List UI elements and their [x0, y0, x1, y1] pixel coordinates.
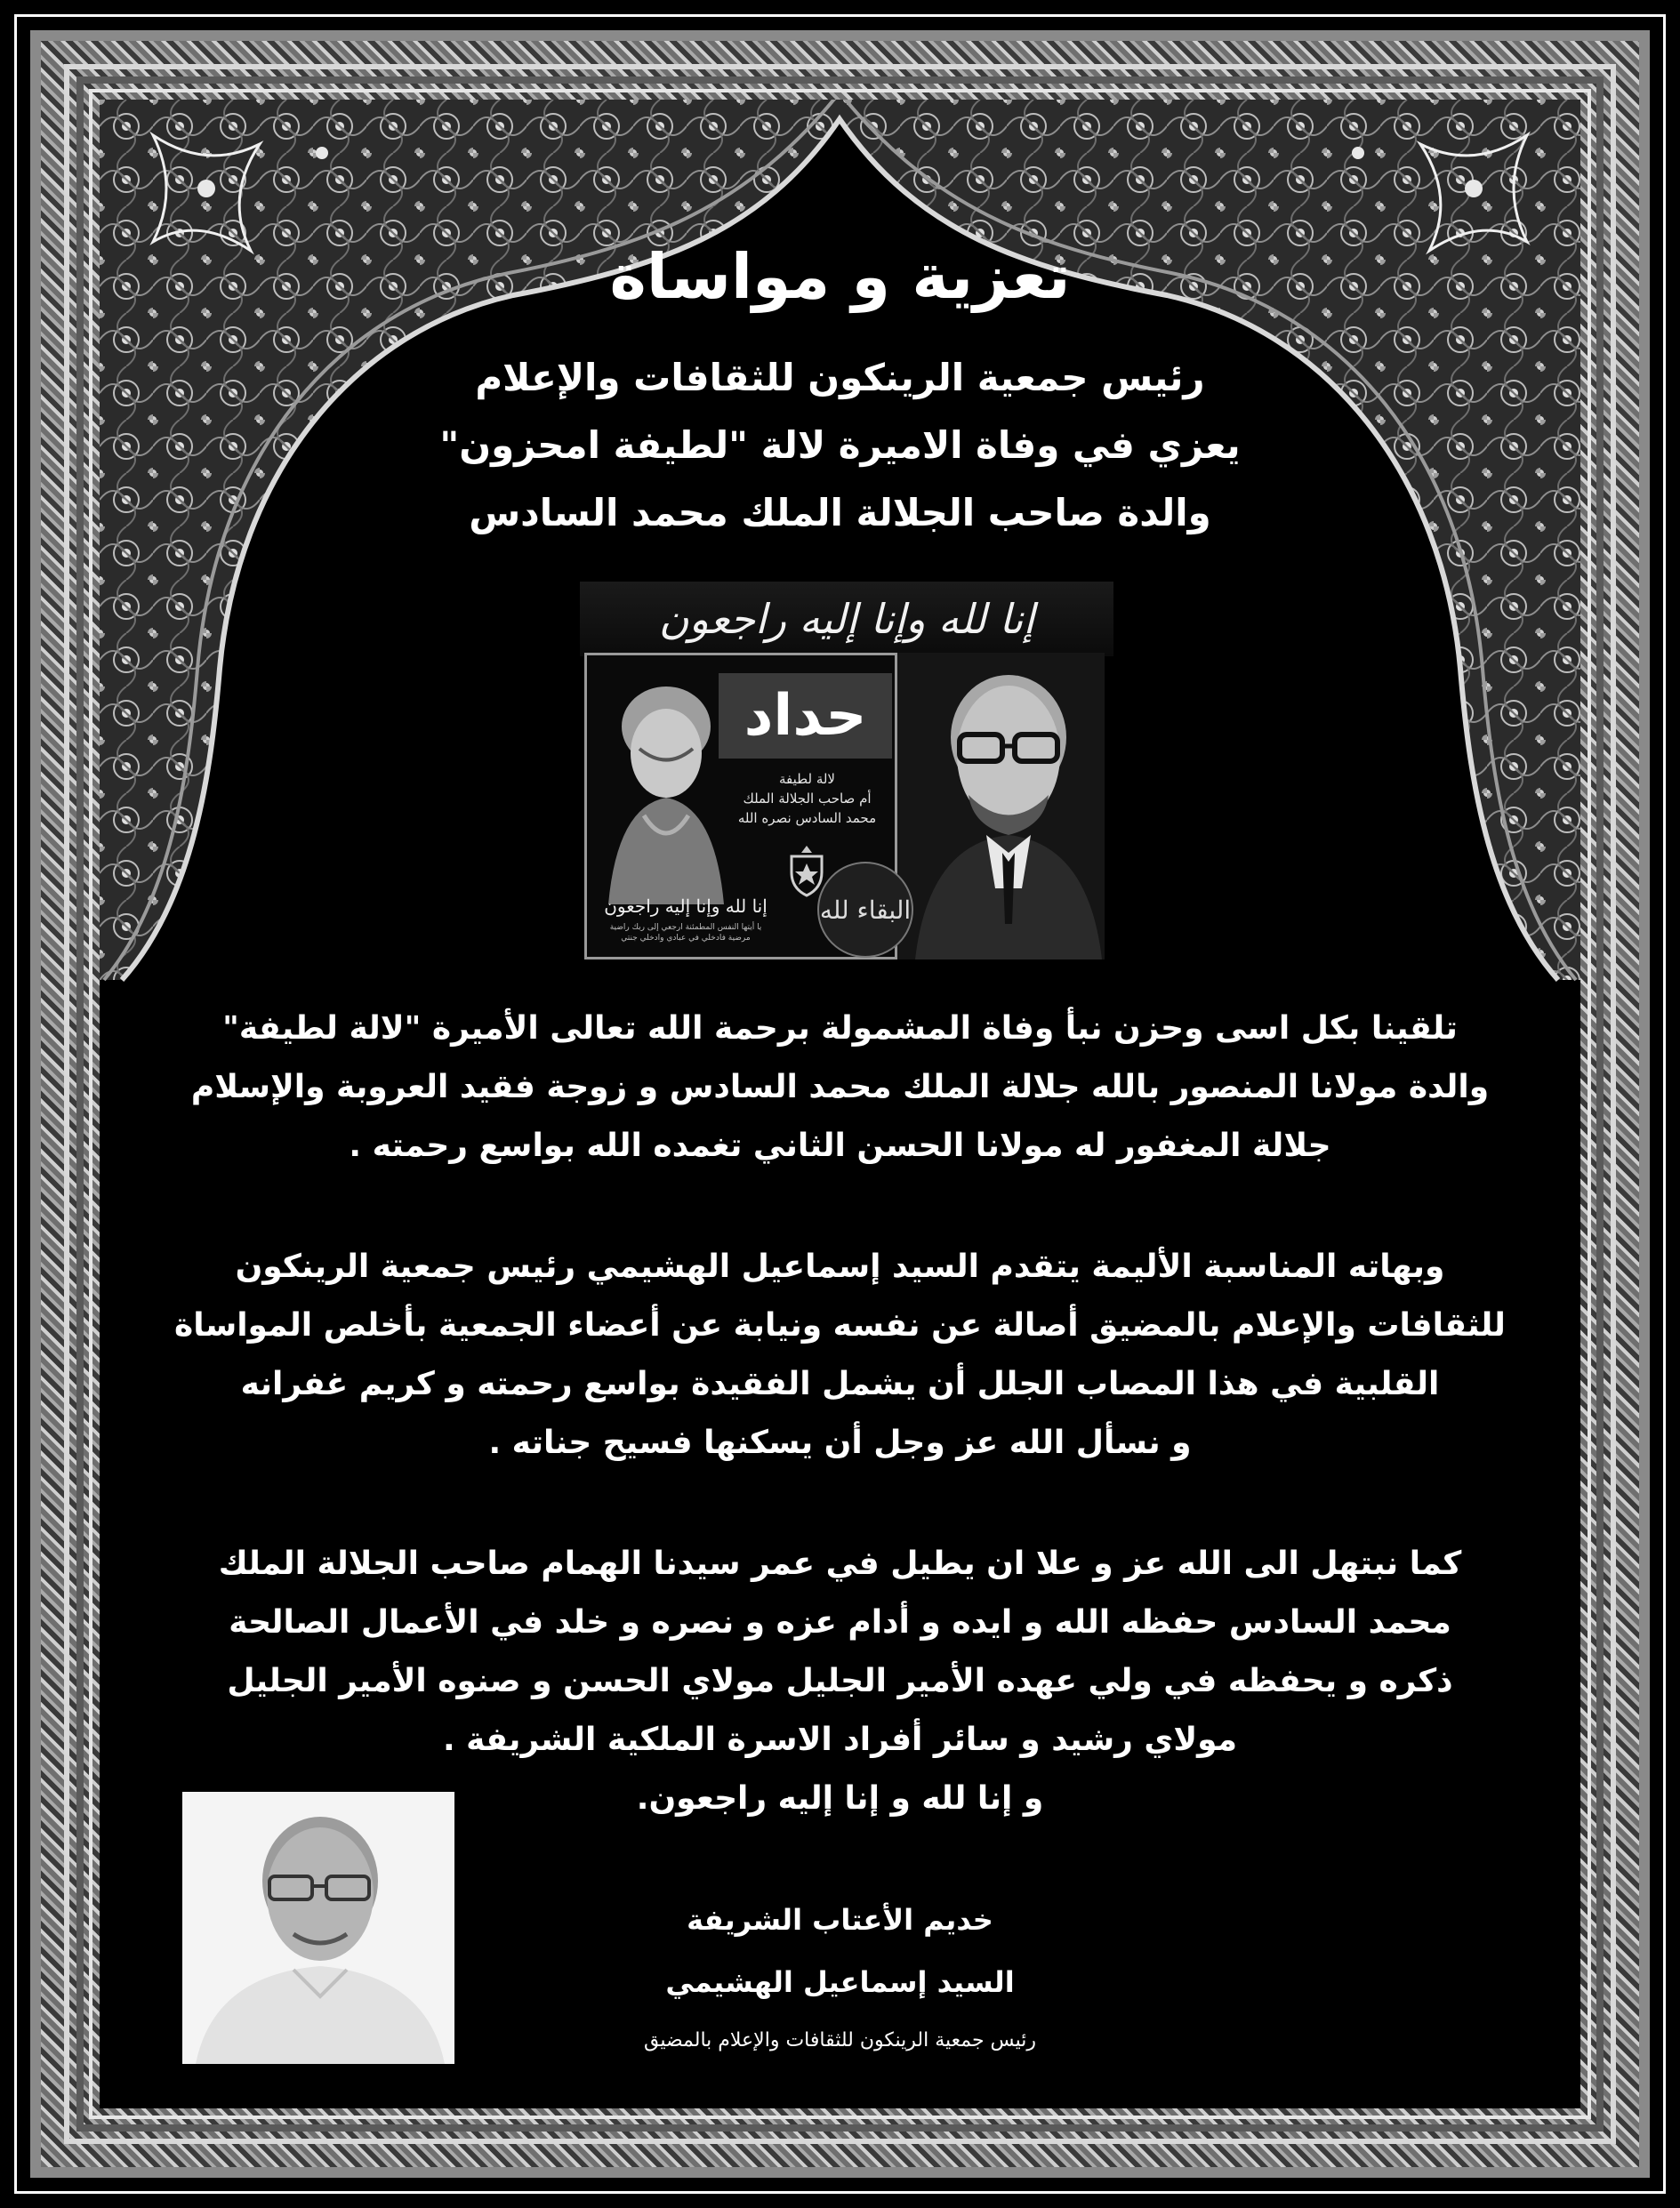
mourning-photo-composite	[584, 653, 1105, 959]
paragraph-line: وبهاته المناسبة الأليمة يتقدم السيد إسماعيل الهشيمي رئيس جمعية الرينكون	[235, 1249, 1445, 1285]
closing-line: و إنا لله و إنا إليه راجعون.	[636, 1780, 1044, 1817]
mourning-banner: حداد	[719, 673, 892, 759]
paragraph-line: القلبية في هذا المصاب الجلل أن يشمل الفقيدة بواسع رحمته و كريم غفرانه	[240, 1366, 1440, 1402]
paragraph-line: والدة مولانا المنصور بالله جلالة الملك محمد السادس و زوجة فقيد العروبة والإسلام	[190, 1069, 1490, 1105]
intro-line: والدة صاحب الجلالة الملك محمد السادس	[469, 491, 1211, 534]
paragraph-line: جلالة المغفور له مولانا الحسن الثاني تغمده الله بواسع رحمته .	[349, 1128, 1331, 1164]
signer-position: رئيس جمعية الرينكون للثقافات والإعلام بالمضيق	[643, 2029, 1036, 2051]
card-calligraphy: إنا لله وإنا إليه راجعون	[604, 895, 768, 917]
signer-role: خديم الأعتاب الشريفة	[687, 1903, 993, 1937]
paragraph-line: ذكره و يحفظه في ولي عهده الأمير الجليل مولاي الحسن و صنوه الأمير الجليل	[227, 1663, 1453, 1699]
signer-photo	[182, 1792, 454, 2064]
intro-line: رئيس جمعية الرينكون للثقافات والإعلام	[475, 356, 1205, 399]
paragraph-line: تلقينا بكل اسى وحزن نبأ وفاة المشمولة برحمة الله تعالى الأميرة "لالة لطيفة"	[222, 1010, 1458, 1047]
paragraph-line: للثقافات والإعلام بالمضيق أصالة عن نفسه ونيابة عن أعضاء الجمعية بأخلص المواساة	[174, 1307, 1506, 1344]
intro-line: يعزي في وفاة الاميرة لالة "لطيفة امحزون"	[439, 423, 1241, 467]
page-title: تعزية و مواساة	[609, 240, 1071, 313]
card-caption: لالة لطيفة أم صاحب الجلالة الملك محمد السادس نصره الله	[737, 771, 877, 826]
calligraphy-banner	[580, 582, 1113, 656]
paragraph-line: و نسأل الله عز وجل أن يسكنها فسيح جناته .	[488, 1425, 1192, 1461]
paragraph-line: مولاي رشيد و سائر أفراد الاسرة الملكية الشريفة .	[442, 1722, 1238, 1758]
portrait-signer	[182, 1792, 454, 2064]
portrait-man	[897, 653, 1105, 959]
paragraph-line: محمد السادس حفظه الله و ايده و أدام عزه و نصره و خلد في الأعمال الصالحة	[229, 1604, 1451, 1641]
signer-name: السيد إسماعيل الهشيمي	[665, 1965, 1015, 1999]
card-verse: يا أيتها النفس المطمئنة ارجعي إلى ربك راضية مرضية فادخلي في عبادي وادخلي جنتي	[609, 923, 762, 943]
seal-emblem: البقاء لله	[817, 862, 913, 958]
paragraph-line: كما نبتهل الى الله عز و علا ان يطيل في عمر سيدنا الهمام صاحب الجلالة الملك	[218, 1546, 1462, 1582]
condolence-panel	[100, 100, 1580, 2108]
calligraphy-text: إنا لله وإنا إليه راجعون	[658, 595, 1035, 643]
